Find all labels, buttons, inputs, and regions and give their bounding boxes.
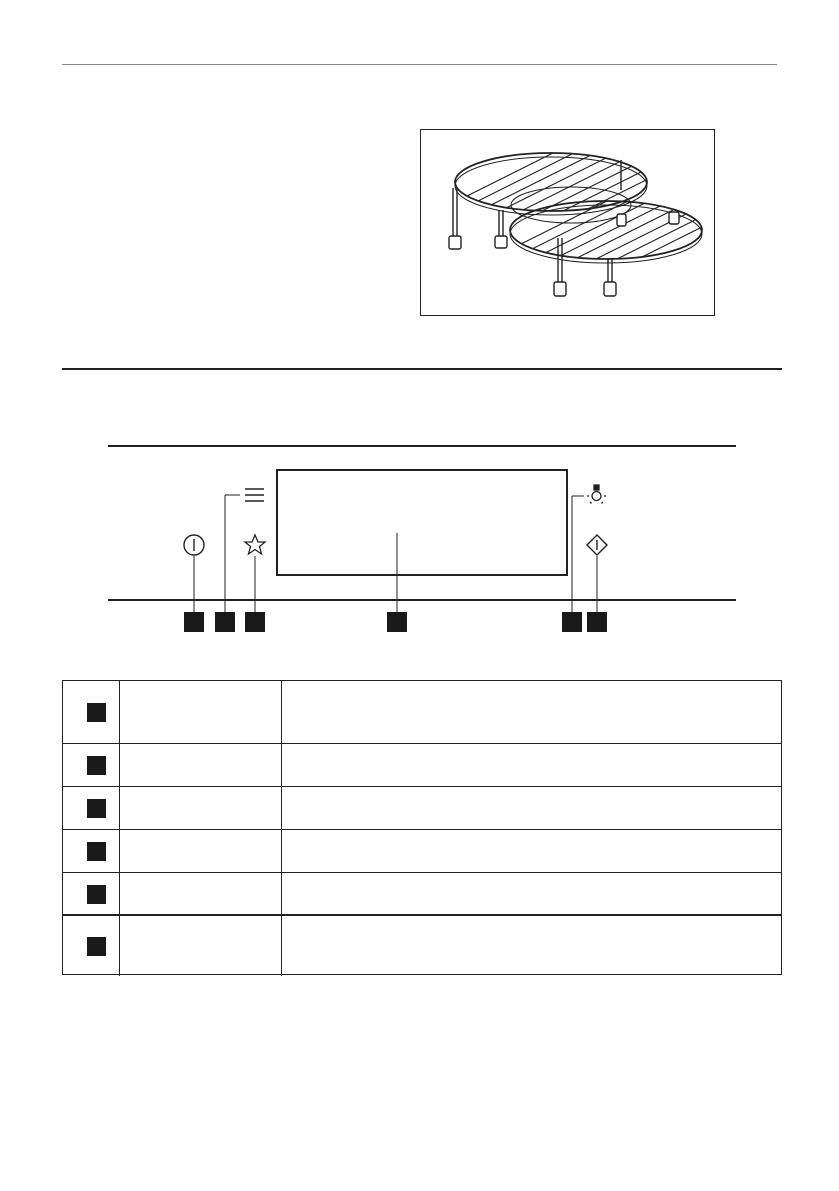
table-row [63, 914, 781, 976]
callout-marker [387, 612, 407, 632]
start-icon[interactable] [587, 535, 607, 555]
description-cell [282, 830, 781, 872]
callout-marker [87, 703, 106, 722]
description-cell [282, 787, 781, 829]
callout-marker [87, 885, 106, 904]
function-cell [120, 916, 282, 976]
callout-marker [587, 612, 607, 632]
callout-marker [215, 612, 235, 632]
table-row [63, 786, 781, 829]
table-row [63, 743, 781, 786]
table-row [63, 872, 781, 914]
table-row [63, 681, 781, 743]
table-row [63, 829, 781, 872]
callout-marker [87, 937, 106, 956]
callout-marker [87, 799, 106, 818]
callout-marker [87, 756, 106, 775]
function-cell [120, 787, 282, 829]
function-cell [120, 744, 282, 786]
function-cell [120, 830, 282, 872]
callout-marker [245, 612, 265, 632]
description-cell [282, 744, 781, 786]
function-cell [120, 681, 282, 743]
menu-icon[interactable] [245, 489, 264, 501]
legend-table [62, 680, 782, 975]
callout-marker [562, 612, 582, 632]
description-cell [282, 873, 781, 914]
function-cell [120, 873, 282, 914]
power-icon[interactable] [184, 535, 204, 555]
display-screen [277, 470, 567, 575]
callout-marker [87, 842, 106, 861]
star-icon[interactable] [245, 535, 265, 554]
lamp-icon[interactable] [587, 485, 606, 504]
callout-marker [184, 612, 204, 632]
description-cell [282, 681, 781, 743]
description-cell [282, 916, 781, 976]
